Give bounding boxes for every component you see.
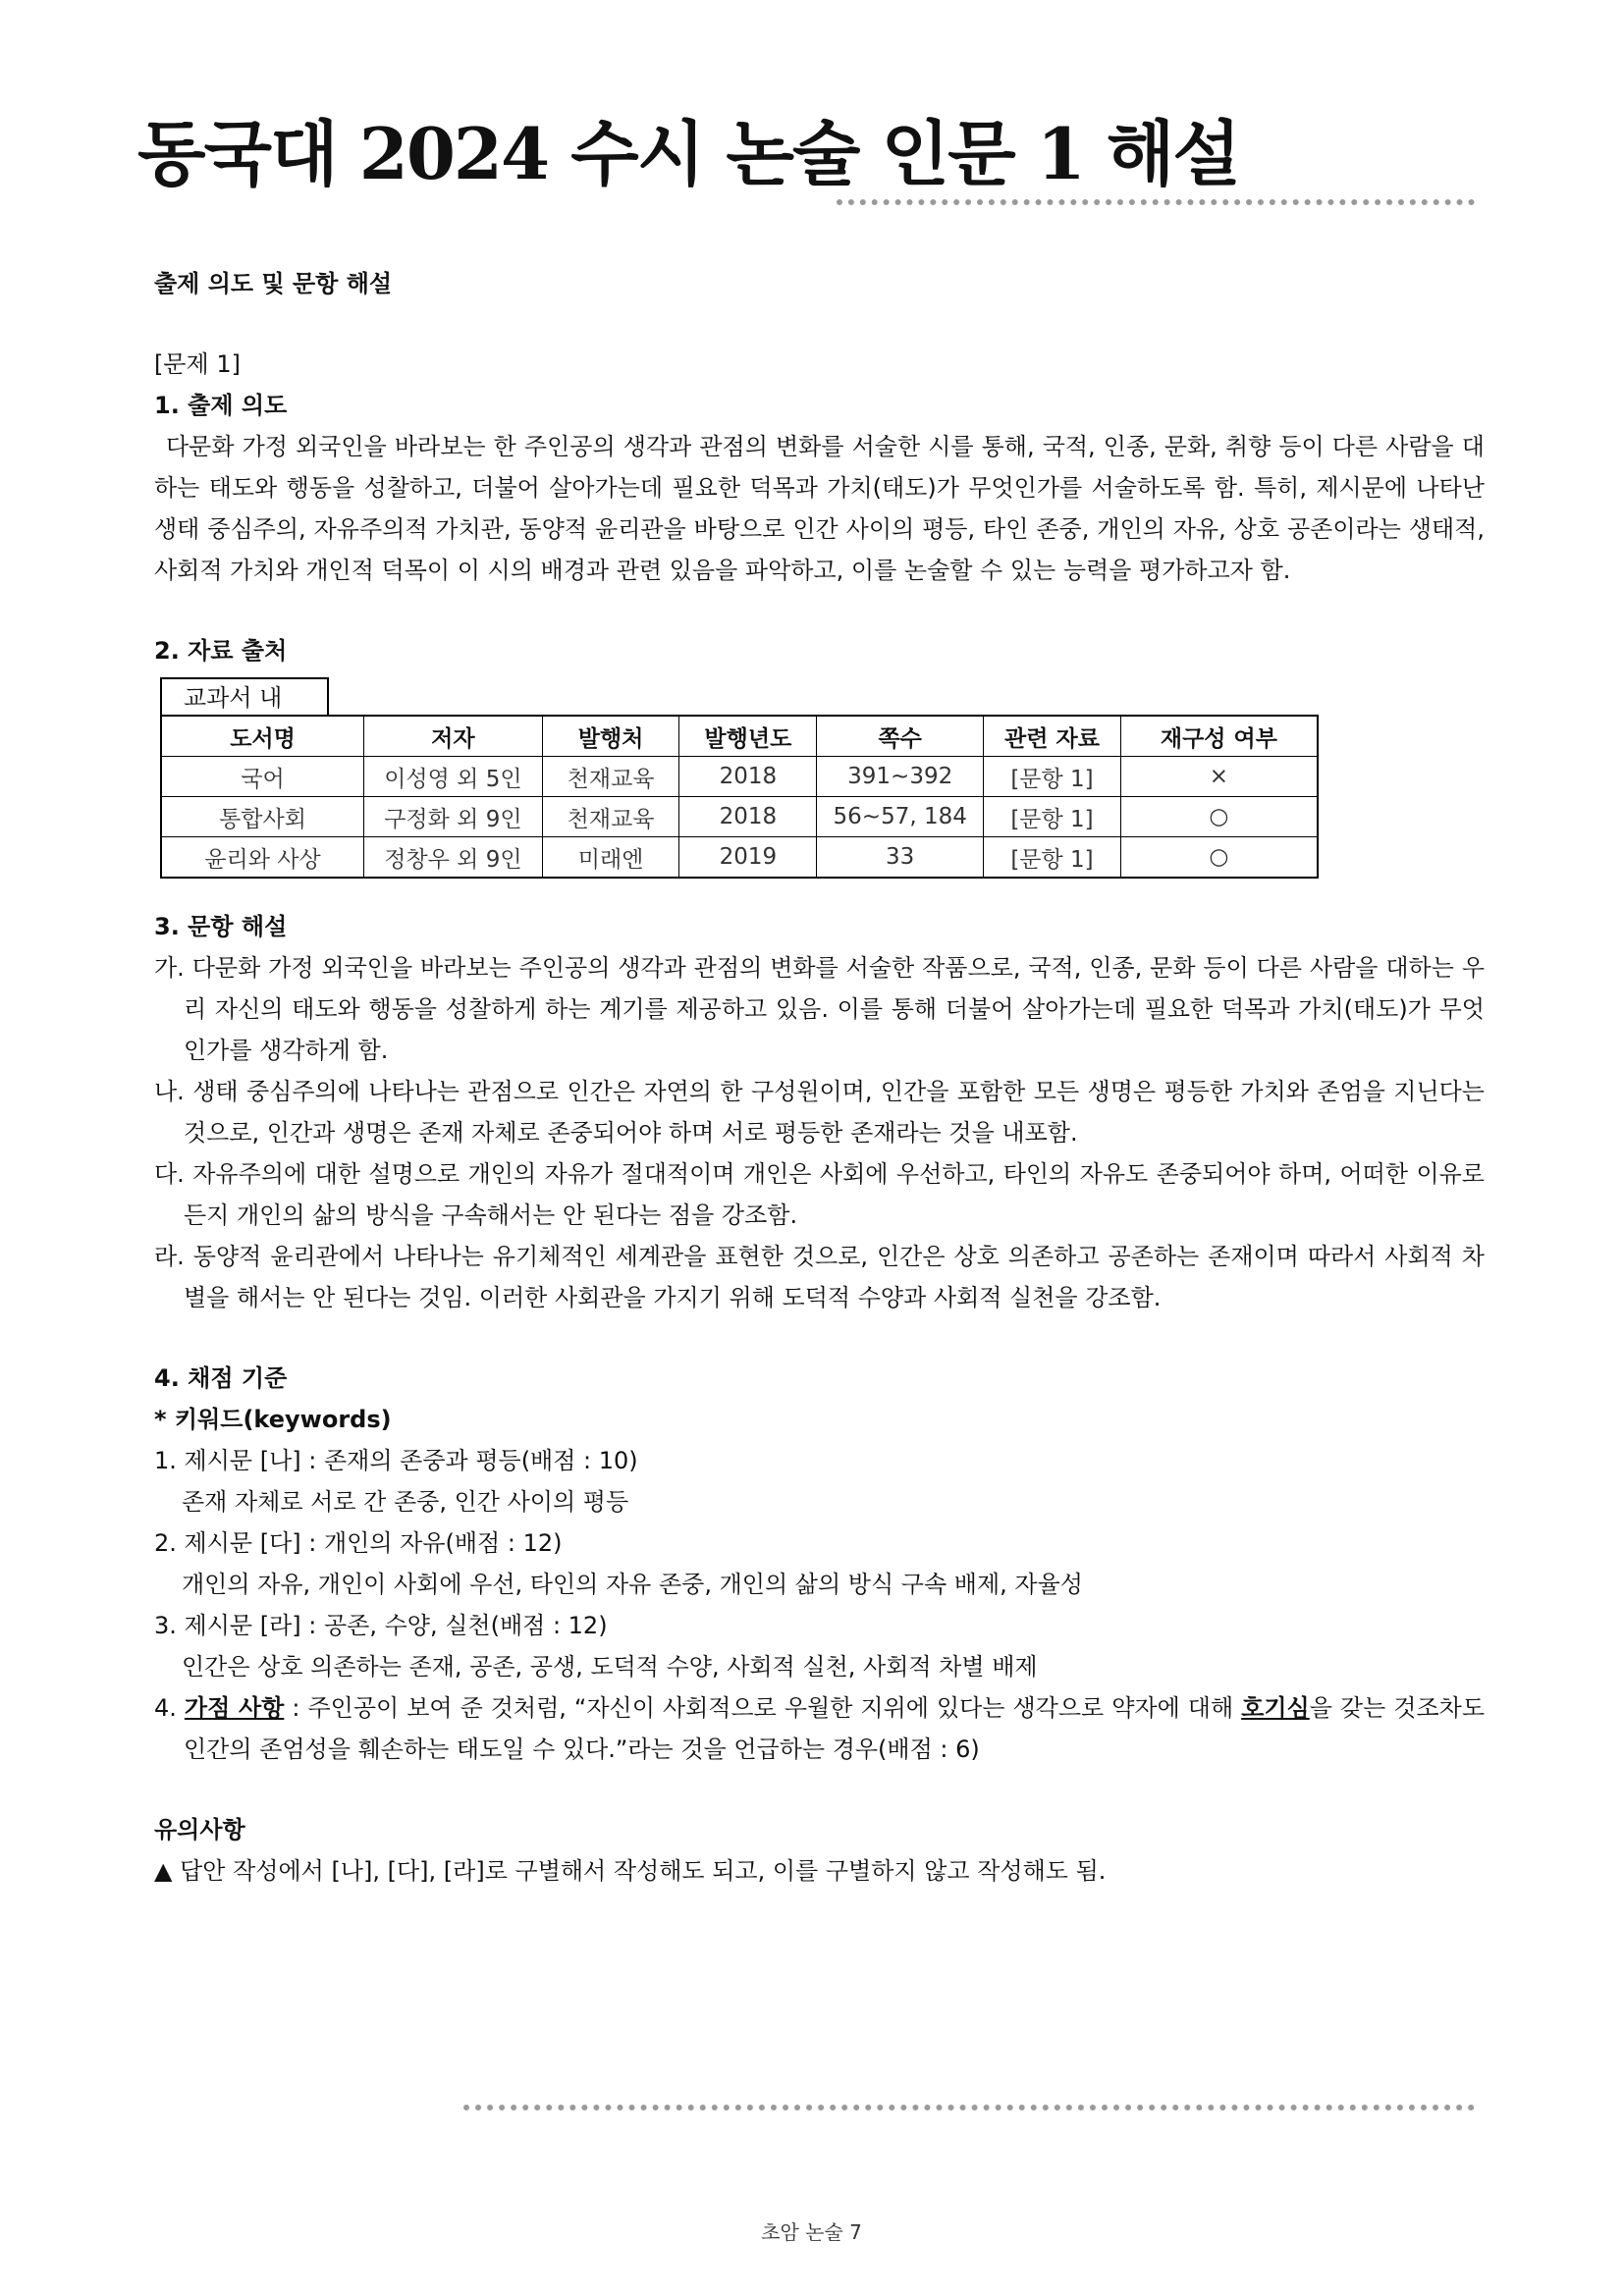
criterion-line: 2. 제시문 [다] : 개인의 자유(배점 : 12) [154,1529,563,1557]
s4-heading: 4. 채점 기준 [154,1364,288,1392]
page-footer: 초암 논술 7 [761,2220,862,2244]
content [154,263,1485,1892]
table-cell: 2018 [679,797,817,837]
table-cell: 국어 [161,757,364,797]
keywords-label: * 키워드(keywords) [154,1406,392,1433]
table-cell: 천재교육 [542,757,679,797]
source-table-block [154,677,1485,879]
bonus-label: 가점 사항 [184,1694,285,1722]
criterion-detail: 존재 자체로 서로 간 존중, 인간 사이의 평등 [182,1488,629,1516]
table-row [161,757,1318,797]
notes-heading: 유의사항 [154,1816,245,1843]
table-cell: 구정화 외 9인 [364,797,543,837]
title-dotted-divider [837,199,1475,205]
bottom-dotted-divider [463,2105,1475,2110]
criterion-detail: 인간은 상호 의존하는 존재, 공존, 공생, 도덕적 수양, 사회적 실천, 사회적 차별 배제 [182,1653,1038,1681]
col-header: 재구성 여부 [1120,716,1318,757]
table-cell: 56~57, 184 [817,797,984,837]
notes-item: ▲ 답안 작성에서 [나], [다], [라]로 구별해서 작성해도 되고, 이를 구별하지 않고 작성해도 됨. [154,1857,1107,1885]
col-header: 저자 [364,716,543,757]
s2-heading: 2. 자료 출처 [154,637,288,665]
col-header: 관련 자료 [984,716,1121,757]
table-caption: 교과서 내 [160,677,329,715]
commentary-item: 라. 동양적 윤리관에서 나타나는 유기체적인 세계관을 표현한 것으로, 인간은 상호 의존하고 공존하는 존재이며 따라서 사회적 차별을 해서는 안 된다는 것임. 이러한 사회관을 가지기 위해 도덕적 수양과 사회적 실천을 강조함. [154,1243,1485,1311]
bonus-criterion [154,1687,1485,1770]
commentary-item: 나. 생태 중심주의에 나타나는 관점으로 인간은 자연의 한 구성원이며, 인간을 포함한 모든 생명은 평등한 가치와 존엄을 지닌다는 것으로, 인간과 생명은 존재 자체로 존중되어야 하며 서로 평등한 존재라는 것을 내포함. [154,1078,1485,1147]
table-header-row [161,716,1318,757]
table-cell: [문항 1] [984,837,1121,879]
criterion-detail: 개인의 자유, 개인이 사회에 우선, 타인의 자유 존중, 개인의 삶의 방식 구속 배제, 자율성 [182,1571,1083,1598]
table-cell: 2018 [679,757,817,797]
table-cell: ○ [1120,837,1318,879]
bonus-keyword: 호기심 [1241,1694,1310,1722]
criterion-line: 3. 제시문 [라] : 공존, 수양, 실천(배점 : 12) [154,1612,608,1639]
table-cell: 391~392 [817,757,984,797]
s1-heading: 1. 출제 의도 [154,392,288,419]
bonus-text: : 주인공이 보여 준 것처럼, “자신이 사회적으로 우월한 지위에 있다는 생각으로 약자에 대해 [284,1694,1242,1722]
table-cell: 통합사회 [161,797,364,837]
table-cell: 정창우 외 9인 [364,837,543,879]
page-title: 동국대 2024 수시 논술 인문 1 해설 [137,112,1239,195]
table-cell: 이성영 외 5인 [364,757,543,797]
commentary-item: 다. 자유주의에 대한 설명으로 개인의 자유가 절대적이며 개인은 사회에 우선하고, 타인의 자유도 존중되어야 하며, 어떠한 이유로든지 개인의 삶의 방식을 구속해서는 안 된다는 점을 강조함. [154,1160,1485,1229]
s1-body: 다문화 가정 외국인을 바라보는 한 주인공의 생각과 관점의 변화를 서술한 시를 통해, 국적, 인종, 문화, 취향 등이 다른 사람을 대하는 태도와 행동을 성찰하고, 더불어 살아가는데 필요한 덕목과 가치(태도)가 무엇인가를 서술하도록 함. 특히, 제시문에 나타난 생태 중심주의, 자유주의적 가치관, 동양적 윤리관을 바탕으로 인간 사이의 평등, 타인 존중, 개인의 자유, 상호 공존이라는 생태적, 사회적 가치와 개인적 덕목이 이 시의 배경과 관련 있음을 파악하고, 이를 논술할 수 있는 능력을 평가하고자 함. [154,433,1485,584]
col-header: 발행처 [542,716,679,757]
table-cell: 2019 [679,837,817,879]
table-cell: [문항 1] [984,797,1121,837]
table-cell: ○ [1120,797,1318,837]
bonus-number: 4. [154,1694,185,1722]
s3-heading: 3. 문항 해설 [154,913,288,940]
table-cell: 윤리와 사상 [161,837,364,879]
source-table [160,715,1319,879]
table-row [161,797,1318,837]
commentary-item: 가. 다문화 가정 외국인을 바라보는 주인공의 생각과 관점의 변화를 서술한 작품으로, 국적, 인종, 문화 등이 다른 사람을 대하는 우리 자신의 태도와 행동을 성찰하게 하는 계기를 제공하고 있음. 이를 통해 더불어 살아가는데 필요한 덕목과 가치(태도)가 무엇인가를 생각하게 함. [154,954,1485,1064]
col-header: 도서명 [161,716,364,757]
table-row [161,837,1318,879]
table-cell: 33 [817,837,984,879]
table-cell: 미래엔 [542,837,679,879]
table-cell: [문항 1] [984,757,1121,797]
section-title: 출제 의도 및 문항 해설 [154,270,393,297]
bonus-text-cont: 을 갖는 것조차도 인간의 존엄성을 훼손하는 태도일 수 있다.”라는 것을 언급하는 경우(배점 : 6) [184,1694,1486,1763]
criterion-line: 1. 제시문 [나] : 존재의 존중과 평등(배점 : 10) [154,1447,638,1474]
table-cell: 천재교육 [542,797,679,837]
col-header: 발행년도 [679,716,817,757]
problem-label: [문제 1] [154,350,241,378]
table-cell: × [1120,757,1318,797]
col-header: 쪽수 [817,716,984,757]
